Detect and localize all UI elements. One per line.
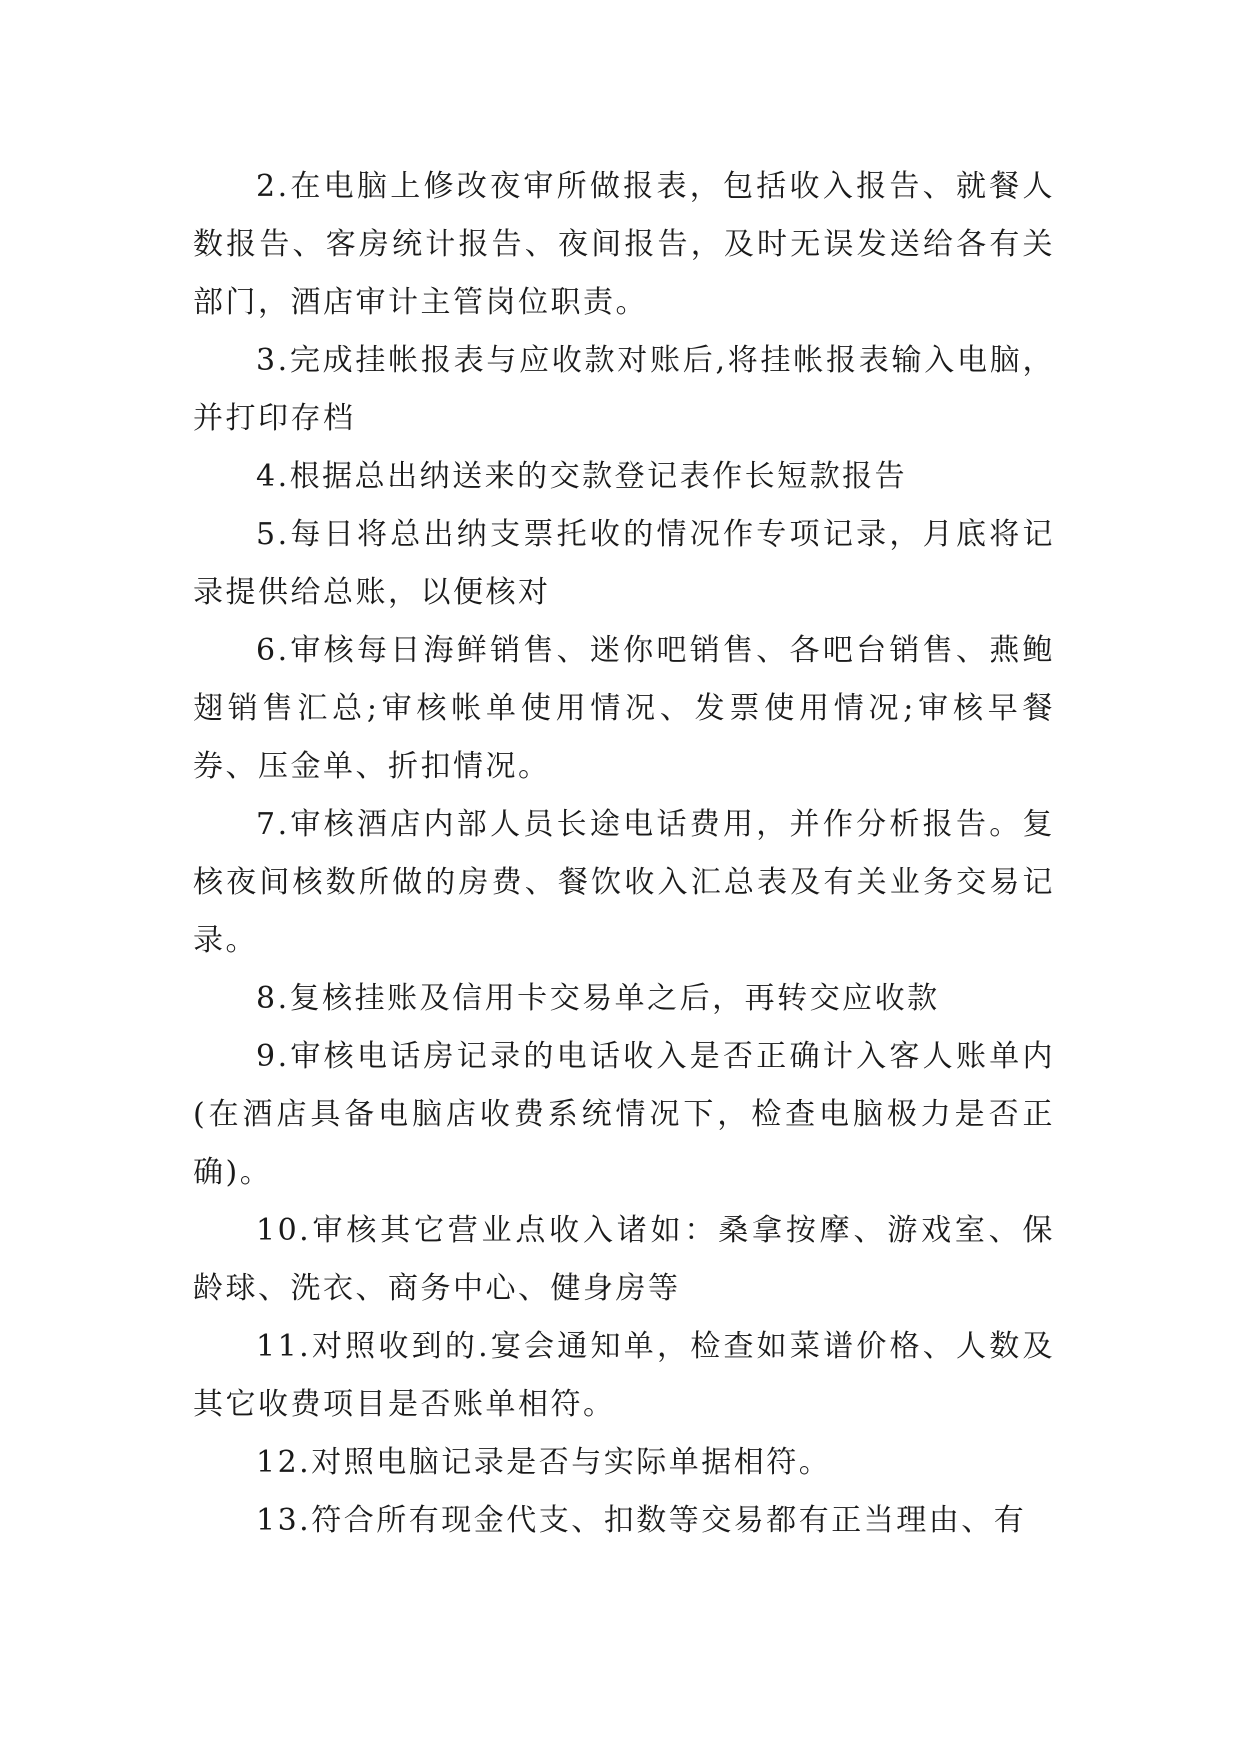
paragraph-item-3: 3.完成挂帐报表与应收款对账后,将挂帐报表输入电脑，并打印存档 [193, 343, 1055, 436]
paragraph-item-13: 13.符合所有现金代支、扣数等交易都有正当理由、有 [256, 1503, 1027, 1538]
document-page [193, 158, 1055, 1550]
paragraph-item-2: 2.在电脑上修改夜审所做报表，包括收入报告、就餐人数报告、客房统计报告、夜间报告，及时无误发送给各有关部门，酒店审计主管岗位职责。 [193, 169, 1055, 320]
paragraph-item-4: 4.根据总出纳送来的交款登记表作长短款报告 [256, 459, 908, 494]
paragraph-item-5: 5.每日将总出纳支票托收的情况作专项记录，月底将记录提供给总账，以便核对 [193, 517, 1055, 610]
paragraph-item-10: 10.审核其它营业点收入诸如：桑拿按摩、游戏室、保龄球、洗衣、商务中心、健身房等 [193, 1213, 1055, 1306]
paragraph-item-7: 7.审核酒店内部人员长途电话费用，并作分析报告。复核夜间核数所做的房费、餐饮收入汇总表及有关业务交易记录。 [193, 807, 1055, 958]
paragraph-item-12: 12.对照电脑记录是否与实际单据相符。 [256, 1445, 832, 1480]
paragraph-item-8: 8.复核挂账及信用卡交易单之后，再转交应收款 [256, 981, 940, 1016]
paragraph-item-9: 9.审核电话房记录的电话收入是否正确计入客人账单内(在酒店具备电脑店收费系统情况下，检查电脑极力是否正确)。 [193, 1039, 1055, 1190]
paragraph-item-11: 11.对照收到的.宴会通知单，检查如菜谱价格、人数及其它收费项目是否账单相符。 [193, 1329, 1055, 1422]
paragraph-item-6: 6.审核每日海鲜销售、迷你吧销售、各吧台销售、燕鲍翅销售汇总;审核帐单使用情况、发票使用情况;审核早餐券、压金单、折扣情况。 [193, 633, 1055, 784]
